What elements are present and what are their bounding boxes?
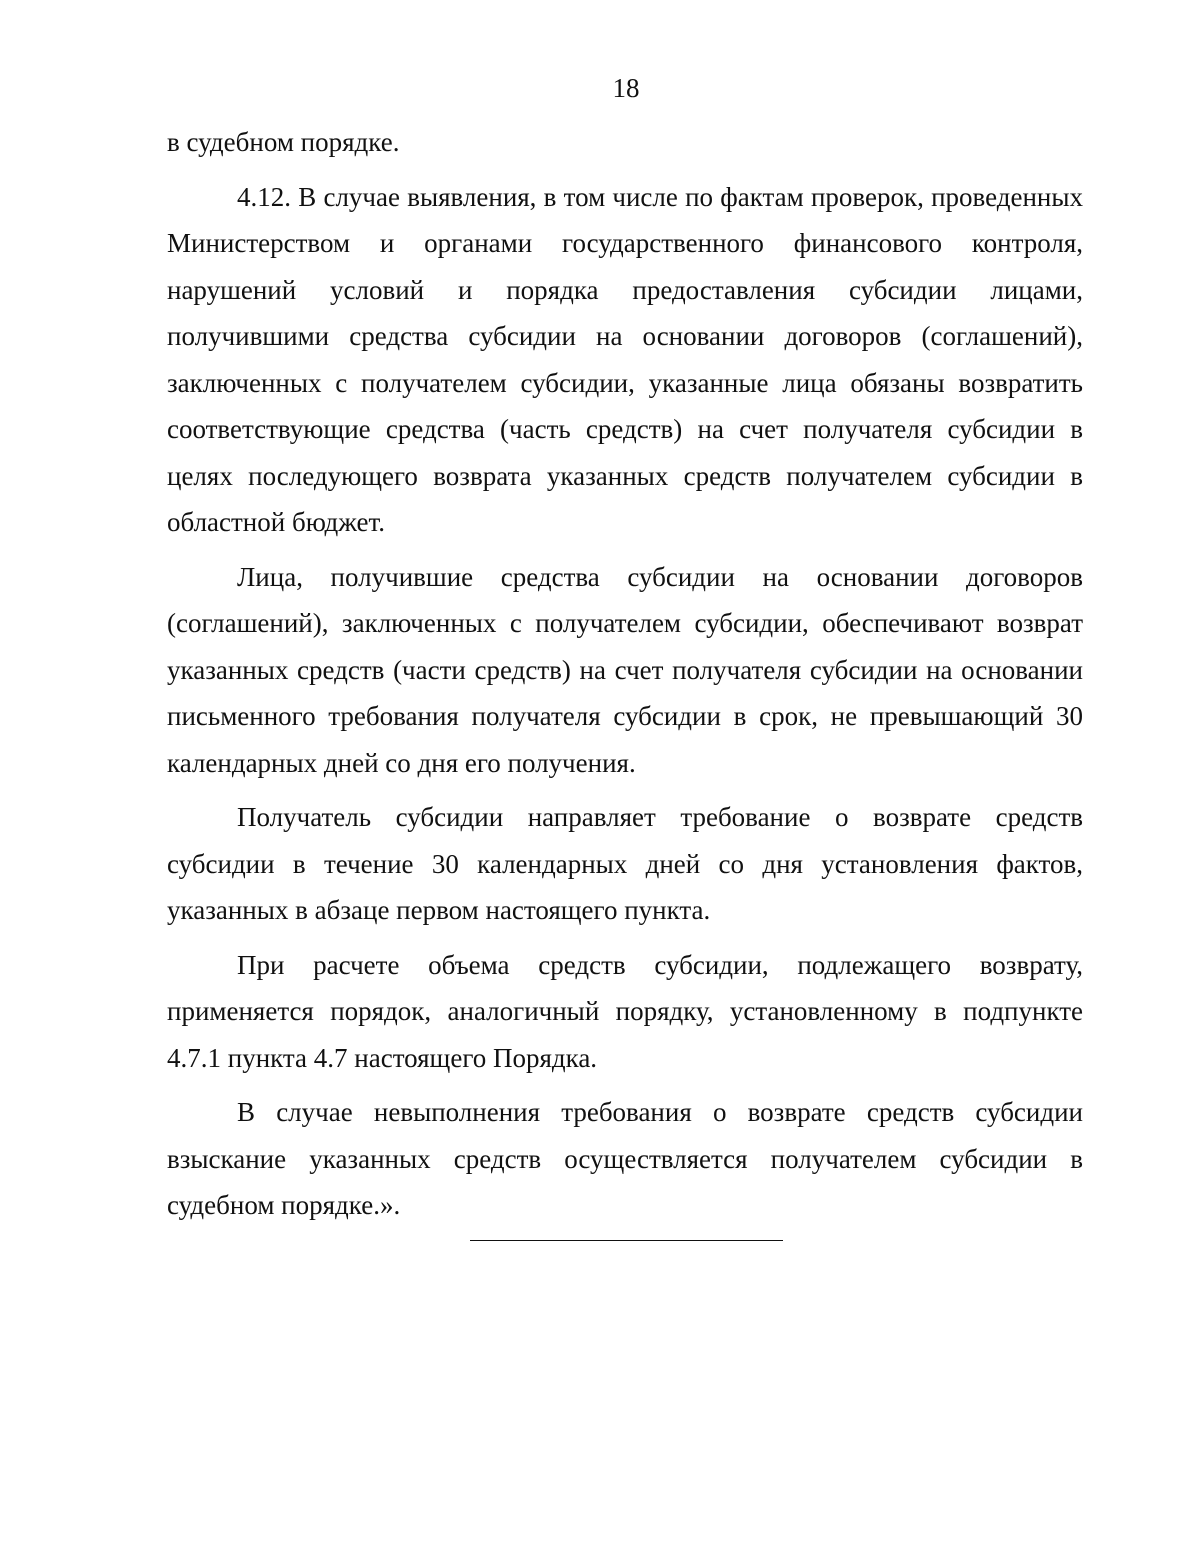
paragraph-4-12: 4.12. В случае выявления, в том числе по фактам проверок, проведенных Министерством и органами государственного финансового контроля, нарушений условий и порядка предоставления субсидии лицами, получившими средства субсидии на основании договоров (соглашений), заключенных с получателем субсидии, указанные лица обязаны возвратить соответствующие средства (часть средств) на счет получателя субсидии в целях последующего возврата указанных средств получателем субсидии в областной бюджет. — [167, 181, 1083, 537]
paragraph-court-recovery: В случае невыполнения требования о возврате средств субсидии взыскание указанных средств осуществляется получателем субсидии в судебном порядке.». — [167, 1097, 1083, 1220]
document-body — [167, 119, 1083, 1229]
paragraph-recipients-return: Лица, получившие средства субсидии на основании договоров (соглашений), заключенных с получателем субсидии, обеспечивают возврат указанных средств (части средств) на счет получателя субсидии на основании письменного требования получателя субсидии в срок, не превышающий 30 календарных дней со дня его получения. — [167, 561, 1083, 778]
paragraph-continuation: в судебном порядке. — [167, 127, 400, 157]
paragraph-calculation: При расчете объема средств субсидии, подлежащего возврату, применяется порядок, аналогичный порядку, установленному в подпункте 4.7.1 пункта 4.7 настоящего Порядка. — [167, 949, 1083, 1073]
paragraph-demand-timing: Получатель субсидии направляет требование о возврате средств субсидии в течение 30 календарных дней со дня установления фактов, указанных в абзаце первом настоящего пункта. — [167, 802, 1083, 925]
end-divider-line — [470, 1240, 783, 1241]
page-number: 18 — [612, 73, 640, 103]
